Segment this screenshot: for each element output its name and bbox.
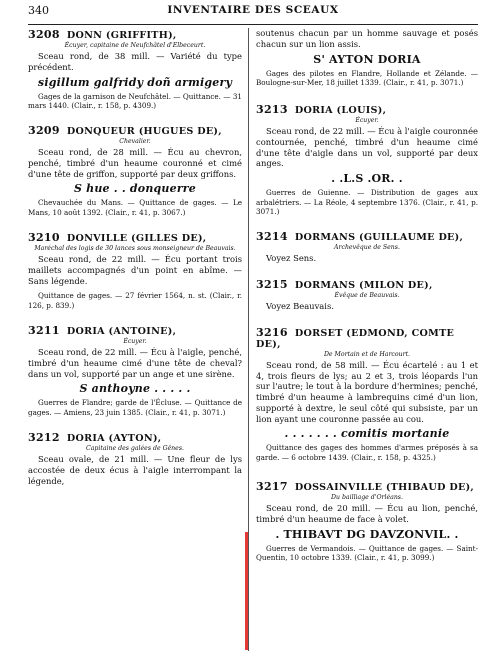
entry-number: 3208 <box>28 28 60 41</box>
entry-number: 3211 <box>28 324 60 338</box>
entry-3216 <box>256 326 478 462</box>
entry-role: Chevalier. <box>119 138 151 146</box>
seal-legend: . .L.S .OR. . <box>331 172 403 186</box>
entry-title: DONVILLE (GILLES DE), <box>66 233 207 245</box>
entry-role: Écuyer. <box>123 338 147 346</box>
entry-description: Sceau ovale, de 21 mill. — Une fleur de lys accostée de deux écus à l'aigle interrompant la légende, <box>28 454 242 486</box>
entry-number: 3212 <box>28 431 60 445</box>
entry-description: Voyez Beauvais. <box>266 301 334 312</box>
entry-role: Écuyer, capitaine de Neufchâtel d'Elbeceurt. <box>64 42 206 49</box>
entry-title: DORSET (EDMOND, COMTE DE), <box>256 327 455 350</box>
page-number: 340 <box>28 4 49 17</box>
entry-number: 3217 <box>256 480 288 494</box>
entry-heading <box>256 480 478 493</box>
seal-legend: . THIBAVT DG DAVZONVIL. . <box>275 527 459 541</box>
entry-number: 3215 <box>256 278 288 292</box>
entry-role: Écuyer. <box>355 117 379 125</box>
entry-number: 3209 <box>28 124 60 138</box>
entry-note: Guerres de Flandre; garde de l'Écluse. — Quittance de gages. — Amiens, 23 juin 1385. (Clair., r. 41, p. 3071.) <box>28 398 242 417</box>
entry-3213 <box>256 103 478 216</box>
entry-3215 <box>256 278 478 312</box>
entry-note: Guerres de Guienne. — Distribution de gages aux arbalétriers. — La Réole, 4 septembre 1376. (Clair., r. 41, p. 3071.) <box>256 188 478 216</box>
entry-description: Sceau rond, de 58 mill. — Écu écartelé : au 1 et 4, trois fleurs de lys; au 2 et 3, trois léopards l'un sur l'autre; le tout à la bordure d'hermines; penché, timbré d'un heaume à lambrequins cimé d'un lion, supporté à dextre, le seul côté qui subsiste, par un lion ayant une couronne passée au cou. <box>256 359 478 424</box>
entry-number: 3213 <box>256 103 288 117</box>
seal-legend: sigillum galfridy doñ armigery <box>37 75 233 89</box>
entry-3209 <box>28 124 242 217</box>
entry-description: Sceau rond, de 22 mill. — Écu à l'aigle couronnée contournée, penché, timbré d'un heaume cimé d'une tête d'aigle dans un vol, supporté par deux anges. <box>256 126 478 169</box>
entry-title: DORIA (AYTON), <box>66 433 162 445</box>
entry-3214 <box>256 230 478 264</box>
entry-title: DONQUEUR (HUGUES DE), <box>66 126 222 138</box>
entry-note: Quittance des gages des hommes d'armes préposés à sa garde. — 6 octobre 1439. (Clair., r. 158, p. 4325.) <box>256 443 478 462</box>
entry-note: Quittance de gages. — 27 février 1564, n. st. (Clair., r. 126, p. 839.) <box>28 291 242 310</box>
running-title: INVENTAIRE DES SCEAUX <box>167 4 339 16</box>
entry-title: DORIA (LOUIS), <box>294 105 387 117</box>
entry-role: Maréchal des logis de 30 lances sous monseigneur de Beauvais. <box>34 245 236 253</box>
entry-3211 <box>28 324 242 417</box>
entry-heading <box>256 278 478 291</box>
entry-note: Gages de la garnison de Neufchâtel. — Quittance. — 31 mars 1440. (Clair., r. 158, p. 4309.) <box>28 91 242 110</box>
header-rule <box>28 24 478 25</box>
entry-description: Sceau rond, de 38 mill. — Variété du type précédent. <box>28 51 242 72</box>
entry-3208 <box>28 28 242 110</box>
entry-title: DONN (GRIFFITH), <box>66 30 177 41</box>
entry-3212 <box>28 431 242 486</box>
column-divider <box>248 28 249 651</box>
entry-heading <box>28 28 242 41</box>
entry-heading <box>28 324 242 337</box>
entry-note: Chevauchée du Mans. — Quittance de gages. — Le Mans, 10 août 1392. (Clair., r. 41, p. 3067.) <box>28 198 242 217</box>
entry-description: Sceau rond, de 20 mill. — Écu au lion, penché, timbré d'un heaume de face à volet. <box>256 503 478 524</box>
right-column <box>256 28 478 653</box>
entry-role: De Mortain et de Harcourt. <box>323 350 411 358</box>
entry-role: Du bailliage d'Orléans. <box>331 494 403 502</box>
entry-description: Voyez Sens. <box>266 253 317 264</box>
entry-heading <box>28 231 242 244</box>
entry-heading <box>28 431 242 444</box>
seal-legend: . . . . . . . comitis mortanie <box>284 427 450 441</box>
entry-3217 <box>256 480 478 562</box>
entry-title: DORMANS (GUILLAUME DE), <box>294 232 464 244</box>
entry-note: Gages des pilotes en Flandre, Hollande et Zélande. — Boulogne-sur-Mer, 18 juillet 1339. (Clair., r. 41, p. 3071.) <box>256 68 478 87</box>
seal-legend: S' AYTON DORIA <box>313 52 421 66</box>
entry-heading <box>28 124 242 137</box>
entry-description: Sceau rond, de 22 mill. — Écu à l'aigle, penché, timbré d'un heaume cimé d'une tête de cheval? dans un vol, supporté par un ange et une sirène. <box>28 347 242 379</box>
entry-title: DOSSAINVILLE (THIBAUD DE), <box>294 482 475 494</box>
entry-note: Guerres de Vermandois. — Quittance de gages. — Saint-Quentin, 10 octobre 1339. (Clair., r. 41, p. 3099.) <box>256 543 478 562</box>
entry-heading <box>256 230 478 243</box>
entry-number: 3216 <box>256 325 288 339</box>
entry-role: Archevêque de Sens. <box>334 244 400 252</box>
entry-role: Évêque de Beauvais. <box>334 292 400 300</box>
entry-heading <box>256 103 478 116</box>
seal-legend: S anthoyne . . . . . <box>79 382 191 396</box>
entry-3212-continuation: soutenus chacun par un homme sauvage et posés chacun sur un lion assis. <box>256 28 478 49</box>
entry-role: Capitaine des galées de Gênes. <box>86 445 184 453</box>
entry-description: Sceau rond, de 28 mill. — Écu au chevron, penché, timbré d'un heaume couronné et cimé d'une tête de griffon, supporté par deux griffons. <box>28 147 242 179</box>
highlight-bar <box>245 532 248 650</box>
entry-heading <box>256 326 478 350</box>
entry-title: DORIA (ANTOINE), <box>66 326 177 338</box>
entry-title: DORMANS (MILON DE), <box>294 280 433 292</box>
left-column <box>28 28 242 653</box>
entry-3210 <box>28 231 242 310</box>
page-header <box>28 4 478 20</box>
seal-legend: S hue . . donquerre <box>73 182 197 196</box>
entry-number: 3214 <box>256 230 288 244</box>
entry-number: 3210 <box>28 231 60 245</box>
entry-description: Sceau rond, de 22 mill. — Écu portant trois maillets accompagnés d'un point en abîme. — Sans légende. <box>28 254 242 286</box>
